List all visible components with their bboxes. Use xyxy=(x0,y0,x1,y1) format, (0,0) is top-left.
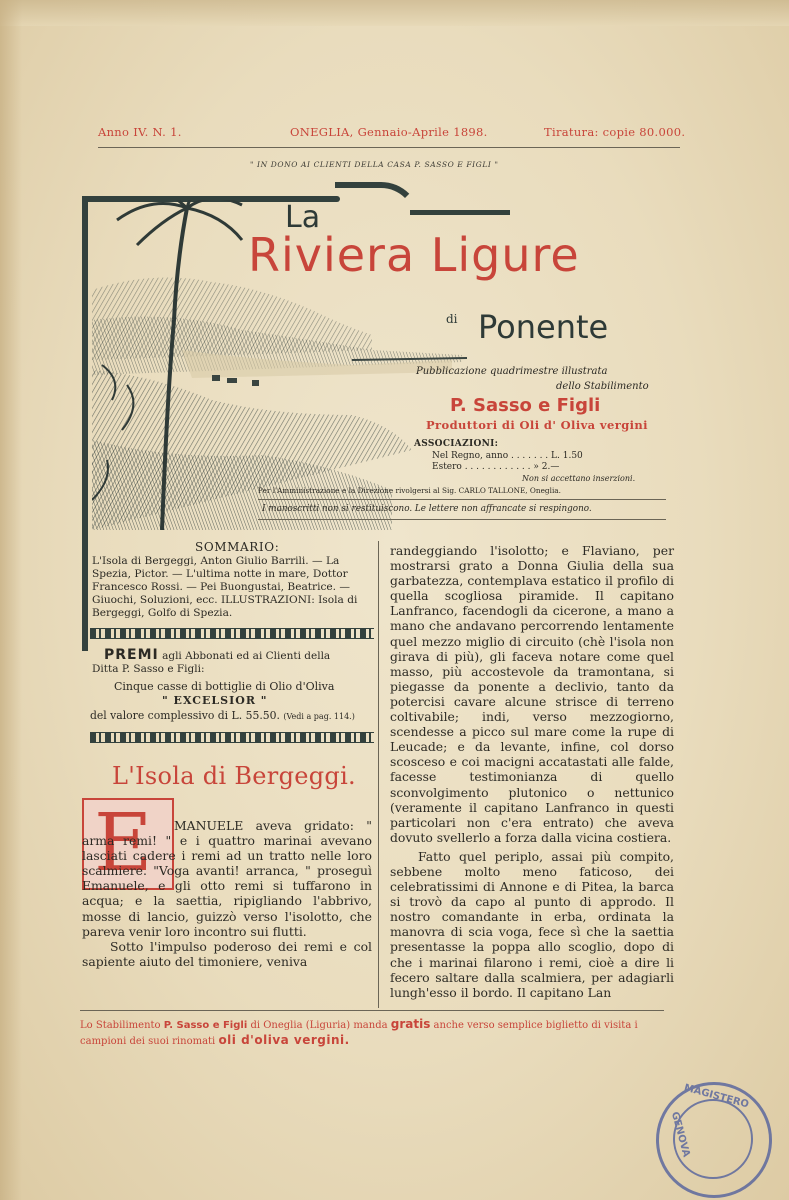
premi-vedi: (Vedi a pag. 114.) xyxy=(283,712,355,721)
premi-line xyxy=(104,647,330,663)
article-col1-para1 xyxy=(82,818,372,939)
premi-excelsior: " EXCELSIOR " xyxy=(162,694,268,707)
paper-edge-top xyxy=(0,0,789,26)
ornament-band-2 xyxy=(90,732,374,743)
footer-gratis: gratis xyxy=(390,1017,431,1031)
drop-cap-letter: E xyxy=(94,796,153,889)
manoscritti-note: I manoscritti non si restituiscono. Le lettere non affrancate si respingono. xyxy=(262,504,592,514)
sommario-contents: L'Isola di Bergeggi, Anton Giulio Barrili. — La Spezia, Pictor. — L'ultima notte in mare, Dottor Francesco Rossi. — Pei Buongustai, Beatrice. — Giuochi, Soluzioni, ecc. xyxy=(92,555,351,606)
premi-label: PREMI xyxy=(104,647,159,663)
frame-left-bar xyxy=(82,196,88,651)
stamp-text-top: MAGISTERO xyxy=(682,1082,750,1111)
footer-post: anche verso semplice biglietto di visita i campioni dei suoi rinomati xyxy=(80,1020,638,1047)
article-col2-para1: randeggiando l'isolotto; e Flaviano, per mostrarsi grato a Donna Giulia della sua garbatezza, contemplava estatico il profilo di quella scogliosa piramide. Il capitano Lanfranco, facendogli da cicerone, a mano a mano che andavano percorrendo lentamente quel mezzo miglio di circuito (chè l'isola non girava di più), gli faceva notare come quel masso, più accostevole da tramontana, si piegasse da ponente a declivio, tanto da potercisi cavare alcune strisce di terreno coltivabile; indi, verso mezzogiorno, scendesse a picco sul mare come la rupe di Leucade; e da levante, infine, col dorso scosceso e coi macigni accatastati alle falde, facesse testimonianza di quello sconvolgimento plutonico o nettunico (veramente il capitano Lanfranco in questi particolari non c'era entrato) che aveva dovuto svellerlo a forza dalla vicina costiera. xyxy=(390,543,674,845)
footer-mid: di Oneglia (Liguria) manda xyxy=(250,1020,388,1031)
associazioni-label: ASSOCIAZIONI: xyxy=(414,439,499,449)
no-inserzioni: Non si accettano inserzioni. xyxy=(522,474,636,483)
print-run: Tiratura: copie 80.000. xyxy=(544,125,686,139)
premi-valore xyxy=(90,709,355,722)
paper-edge-left xyxy=(0,0,22,1200)
masthead-rule-1 xyxy=(258,499,666,500)
company-name: P. Sasso e Figli xyxy=(450,395,601,416)
price-regno: Nel Regno, anno . . . . . . . L. 1.50 xyxy=(432,451,583,461)
footer-rule xyxy=(80,1010,664,1011)
column-divider xyxy=(378,541,379,1008)
article-col1-para1-text: MANUELE aveva gridato: " arma remi! " e i quattro marinai avevano lasciati cadere i remi ad un tratto nelle loro scalmiere. "Voga avanti! arranca, " proseguì Emanuele, e gli otto remi si tuffarono in acqua; e la saettia, ripigliando l'abbrivo, mosse di lancio, guizzò verso l'isolotto, che pareva venir loro incontro sui flutti. xyxy=(82,818,372,939)
stamp-text-side: GENOVA xyxy=(668,1110,692,1159)
article-col2-para2: Fatto quel periplo, assai più compito, sebbene molto meno faticoso, dei celebratissimi di Annone e di Pitea, la barca si trovò da capo al punto di approdo. Il nostro comandante in erba, ordinata la manovra di scia voga, fece sì che la saettia presentasse la poppa allo scoglio, dopo di che i marinai filarono i remi, cioè a dire li fecero saltare dalla scalmiera, per adagiarli lungh'esso il bordo. Il capitano Lan xyxy=(390,848,674,1000)
premi-valore-text: del valore complessivo di L. 55.50. xyxy=(90,709,280,722)
footer-pre: Lo Stabilimento xyxy=(80,1020,161,1031)
article-col1-para2: Sotto l'impulso poderoso dei remi e col sapiente aiuto del timoniere, veniva xyxy=(82,938,372,969)
gift-dedication: " IN DONO AI CLIENTI DELLA CASA P. SASSO E FIGLI " xyxy=(250,160,499,169)
footer-note xyxy=(80,1017,680,1049)
footer-company: P. Sasso e Figli xyxy=(163,1020,248,1031)
footer-oli: oli d'oliva vergini. xyxy=(218,1033,350,1047)
premi-prize: Cinque casse di bottiglie di Olio d'Oliva xyxy=(114,680,335,693)
products-line: Produttori di Oli d' Oliva vergini xyxy=(426,418,648,432)
place-date: ONEGLIA, Gennaio-Aprile 1898. xyxy=(290,125,488,139)
sommario-title: SOMMARIO: xyxy=(195,540,280,554)
ornament-band-1 xyxy=(90,628,374,639)
masthead-rule-2 xyxy=(258,519,666,520)
title-la: La xyxy=(285,200,321,235)
sommario-illustrazioni: ILLUSTRAZIONI: Isola di Bergeggi, Golfo di Spezia. xyxy=(92,594,358,619)
article-col2 xyxy=(390,543,674,1000)
library-stamp xyxy=(656,1082,772,1198)
publication-line-1: Pubblicazione quadrimestre illustrata xyxy=(416,366,608,377)
issue-number: Anno IV. N. 1. xyxy=(98,125,182,139)
header-rule xyxy=(98,147,680,148)
title-di: di xyxy=(446,312,458,326)
premi-text-2: Ditta P. Sasso e Figli: xyxy=(92,663,205,675)
price-estero: Estero . . . . . . . . . . . . » 2.— xyxy=(432,462,560,472)
premi-text-1: agli Abbonati ed ai Clienti della xyxy=(162,650,331,662)
amministrazione-note: Per l'Amministrazione e la Direzione rivolgersi al Sig. CARLO TALLONE, Oneglia. xyxy=(258,486,561,495)
title-ponente: Ponente xyxy=(478,308,609,346)
publication-line-2: dello Stabilimento xyxy=(556,381,649,392)
sommario-body xyxy=(92,555,374,620)
article-title: L'Isola di Bergeggi. xyxy=(112,762,356,790)
title-riviera-ligure: Riviera Ligure xyxy=(248,228,580,282)
article-col1 xyxy=(82,818,372,969)
